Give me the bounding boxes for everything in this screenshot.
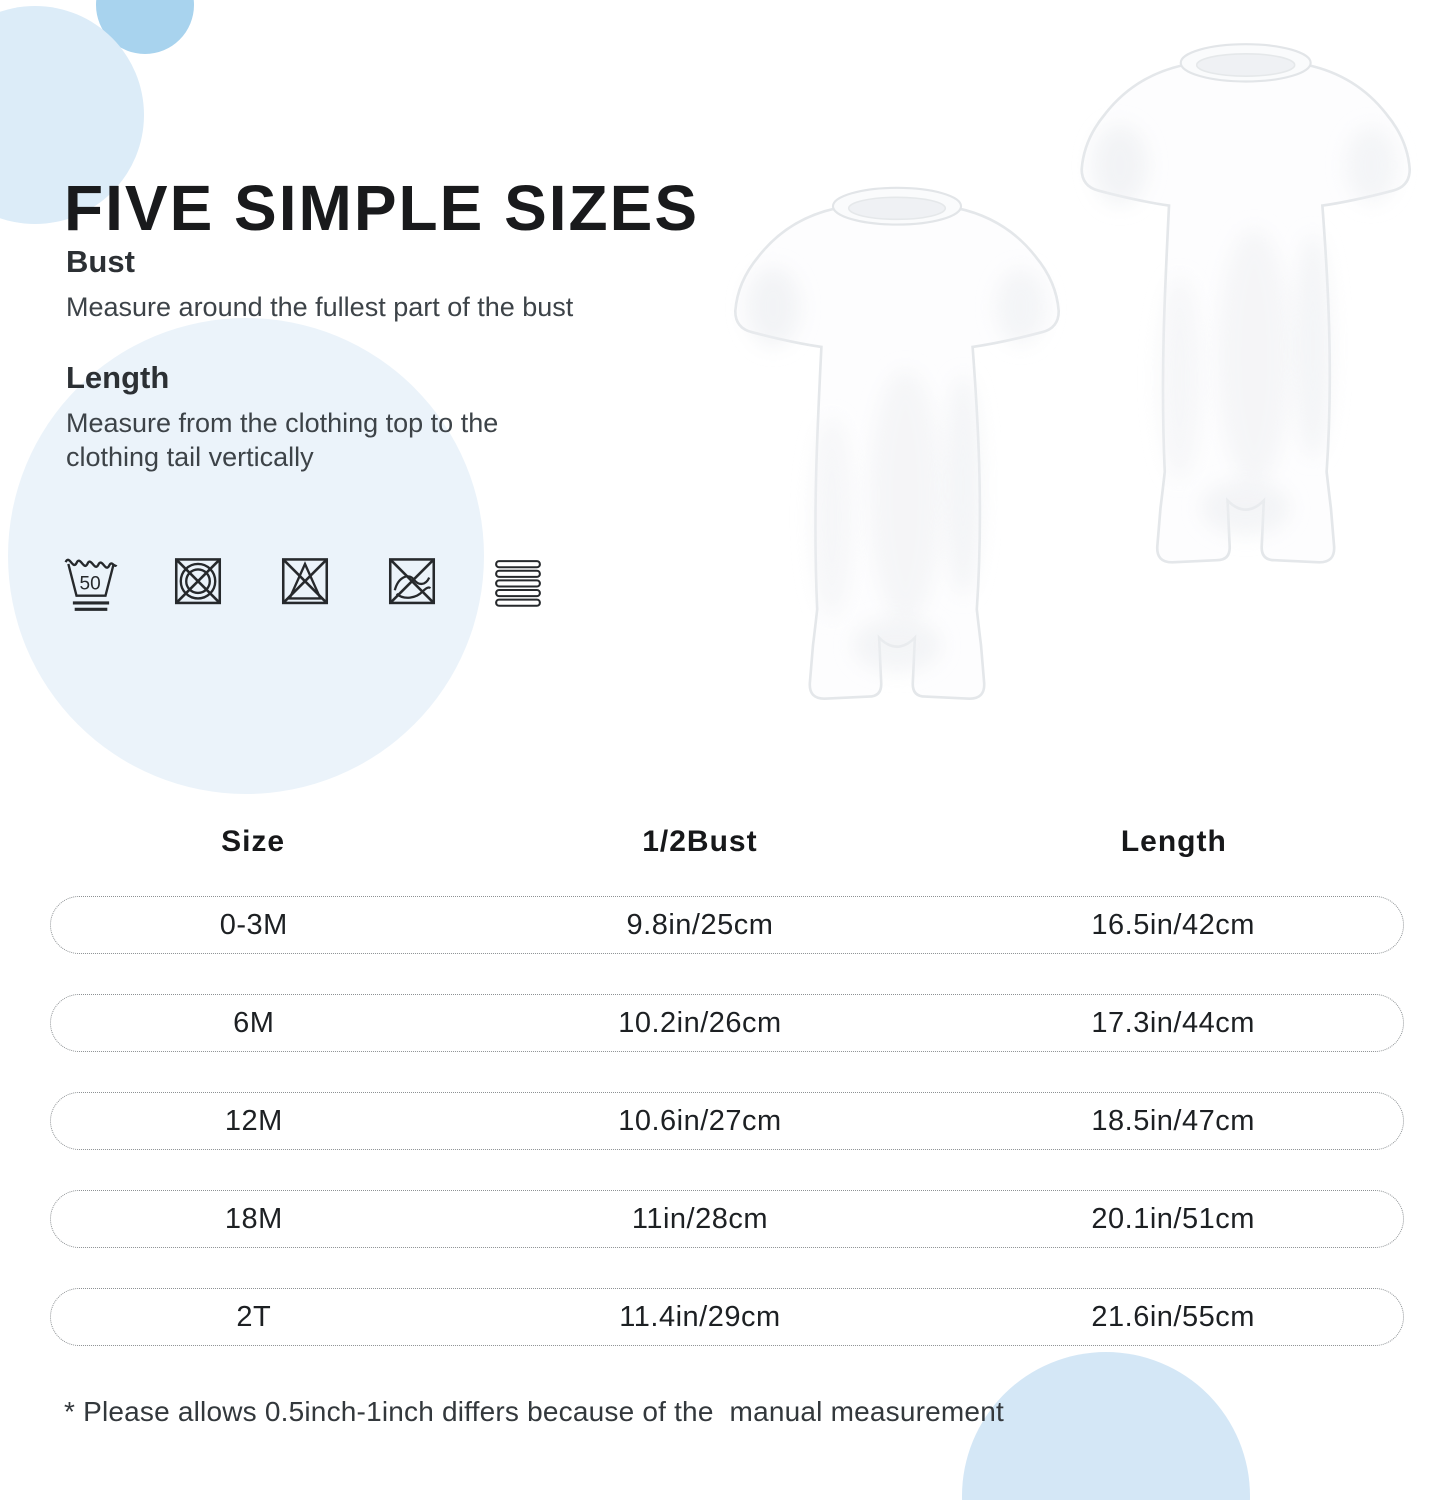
do-not-tumble-dry-icon (169, 548, 227, 618)
romper-front-image (735, 188, 1058, 699)
size-table (50, 824, 1404, 1346)
romper-back-image (1082, 44, 1410, 562)
bust-description: Measure around the fullest part of the bust (66, 292, 574, 322)
bust-cell: 11in/28cm (631, 1202, 769, 1235)
length-cell: 17.3in/44cm (1091, 1006, 1255, 1039)
length-guide (66, 360, 666, 474)
size-cell: 0-3M (219, 908, 288, 941)
table-row (50, 994, 1404, 1052)
column-header-size: Size (221, 825, 286, 858)
table-row (50, 896, 1404, 954)
measurement-disclaimer: * Please allows 0.5inch-1inch differs because of the manual measurement (64, 1396, 1004, 1427)
column-header-bust: 1/2Bust (642, 825, 758, 858)
size-cell: 12M (224, 1104, 283, 1137)
length-cell: 16.5in/42cm (1091, 908, 1255, 941)
care-icons-row (62, 548, 546, 618)
column-header-length: Length (1120, 825, 1227, 858)
length-cell: 21.6in/55cm (1091, 1300, 1255, 1333)
page-title: FIVE SIMPLE SIZES (64, 171, 699, 244)
svg-text:50: 50 (79, 573, 101, 595)
rompers-illustration (698, 12, 1432, 762)
length-description: Measure from the clothing top to the clothing tail vertically (66, 408, 499, 472)
table-rows (50, 896, 1404, 1346)
dry-flat-icon (490, 548, 546, 618)
table-row (50, 1288, 1404, 1346)
size-cell: 2T (236, 1300, 272, 1333)
bust-cell: 10.2in/26cm (618, 1006, 782, 1039)
bust-cell: 9.8in/25cm (626, 908, 774, 941)
do-not-bleach-icon (276, 548, 334, 618)
bust-cell: 11.4in/29cm (619, 1300, 781, 1333)
decor-circle-bottomright-icon (962, 1352, 1250, 1500)
wash-at-50-icon (62, 548, 120, 618)
length-heading: Length (66, 360, 170, 395)
measuring-guide (66, 244, 666, 474)
do-not-wring-icon (383, 548, 441, 618)
table-row (50, 1092, 1404, 1150)
length-cell: 18.5in/47cm (1091, 1104, 1255, 1137)
bust-guide (66, 244, 666, 324)
bust-heading: Bust (66, 244, 135, 279)
length-cell: 20.1in/51cm (1091, 1202, 1255, 1235)
bust-cell: 10.6in/27cm (618, 1104, 782, 1137)
size-cell: 6M (233, 1006, 275, 1039)
size-cell: 18M (224, 1202, 283, 1235)
table-row (50, 1190, 1404, 1248)
table-header-row (50, 824, 1404, 860)
